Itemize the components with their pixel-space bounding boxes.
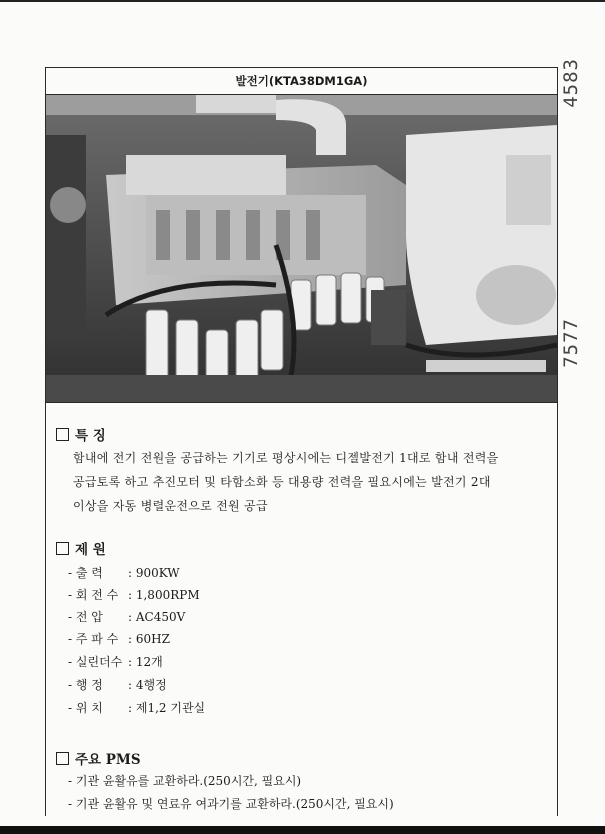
pms-item: - 기관 윤활유 및 연료유 여과기를 교환하라.(250시간, 필요시) xyxy=(68,797,394,811)
features-line: 공급토록 하고 추진모터 및 타함소화 등 대용량 전력을 필요시에는 발전기 2대 xyxy=(73,475,491,489)
checkbox-icon xyxy=(56,542,69,555)
pms-item: - 기관 윤활유를 교환하라.(250시간, 필요시) xyxy=(68,774,302,788)
page-number-stamp: 7577 xyxy=(560,318,582,368)
scan-top-edge xyxy=(0,0,605,2)
spec-cylinders: - 실린더수 : 12개 xyxy=(68,655,163,669)
spec-voltage: - 전 압 : AC450V xyxy=(68,610,186,624)
checkbox-icon xyxy=(56,752,69,765)
document-number-stamp: 4583 xyxy=(560,58,582,108)
features-heading: 특 징 xyxy=(56,424,106,444)
document-frame xyxy=(45,67,558,816)
document-title: 발전기(KTA38DM1GA) xyxy=(46,68,557,95)
checkbox-icon xyxy=(56,428,69,441)
pms-heading: 주요 PMS xyxy=(56,748,141,768)
spec-output: - 출 력 : 900KW xyxy=(68,566,180,580)
features-line: 함내에 전기 전원을 공급하는 기기로 평상시에는 디젤발전기 1대로 함내 전력을 xyxy=(73,451,499,465)
specs-heading: 제 원 xyxy=(56,538,106,558)
spec-location: - 위 치 : 제1,2 기관실 xyxy=(68,701,206,715)
scan-bottom-edge xyxy=(0,826,605,834)
spec-stroke: - 행 정 : 4행정 xyxy=(68,678,167,692)
generator-photo xyxy=(46,95,557,403)
features-paragraph xyxy=(73,446,551,518)
features-line: 이상을 자동 병렬운전으로 전원 공급 xyxy=(73,499,268,513)
spec-frequency: - 주 파 수 : 60HZ xyxy=(68,632,170,646)
spec-rpm: - 회 전 수 : 1,800RPM xyxy=(68,588,200,602)
